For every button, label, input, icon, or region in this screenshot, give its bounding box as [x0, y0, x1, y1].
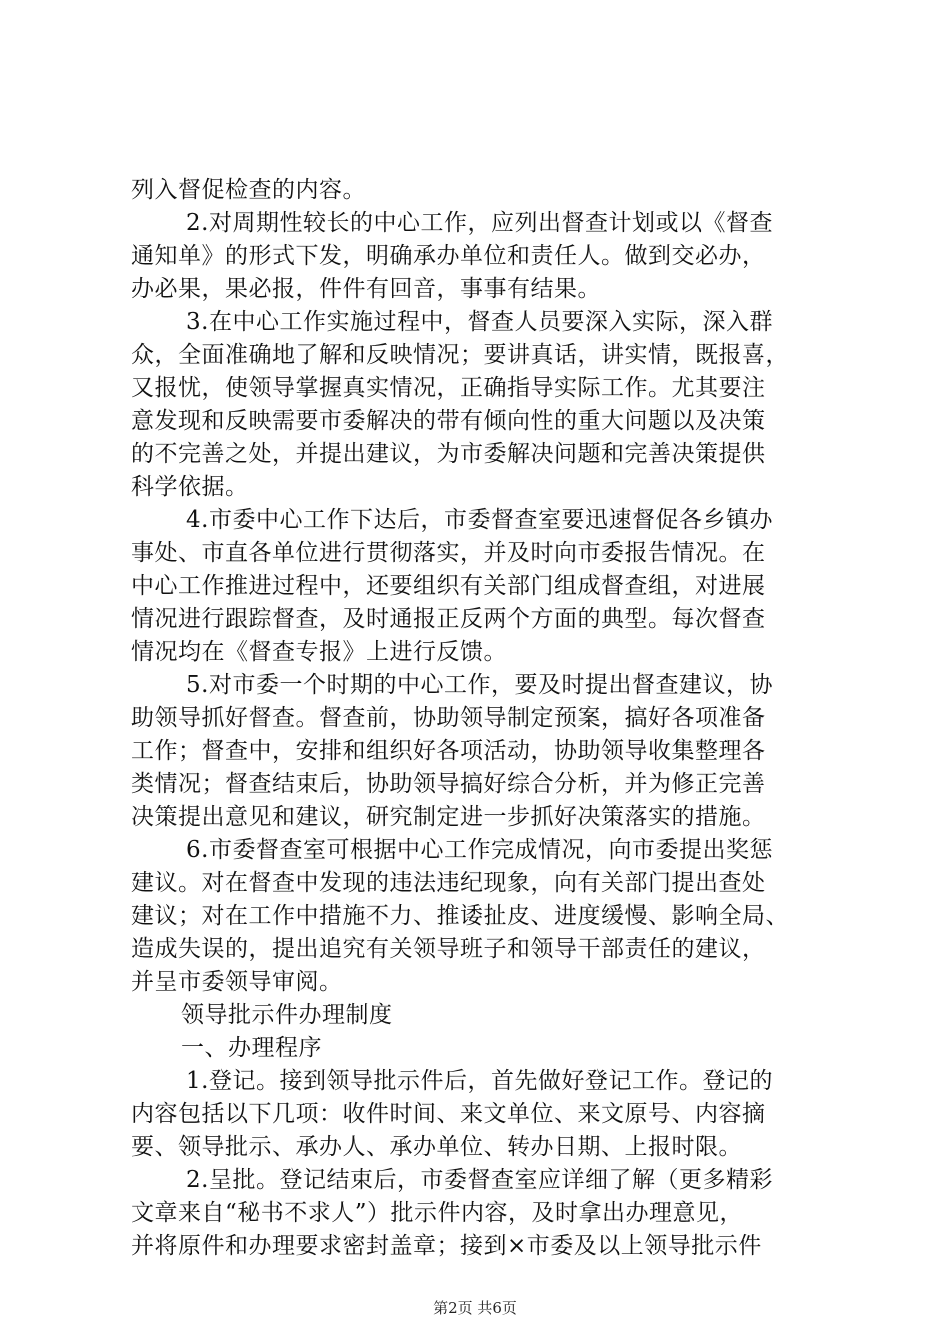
text-line: 建议。对在督查中发现的违法违纪现象，向有关部门提出查处 [131, 870, 766, 896]
text-line: 情况进行跟踪督查，及时通报正反两个方面的典型。每次督查 [131, 606, 766, 632]
text-line: 6.市委督查室可根据中心工作完成情况，向市委提出奖惩 [186, 837, 773, 863]
text-line: 工作；督查中，安排和组织好各项活动，协助领导收集整理各 [131, 738, 766, 764]
text-line: 并将原件和办理要求密封盖章；接到×市委及以上领导批示件 [131, 1233, 762, 1259]
text-line: 列入督促检查的内容。 [131, 177, 366, 203]
text-line: 意发现和反映需要市委解决的带有倾向性的重大问题以及决策 [131, 408, 766, 434]
text-line: 要、领导批示、承办人、承办单位、转办日期、上报时限。 [131, 1134, 742, 1160]
text-line: 2.对周期性较长的中心工作，应列出督查计划或以《督查 [186, 210, 773, 236]
text-line: 2.呈批。登记结束后，市委督查室应详细了解（更多精彩 [186, 1167, 773, 1193]
text-line: 1.登记。接到领导批示件后，首先做好登记工作。登记的 [186, 1068, 773, 1094]
text-line: 文章来自“秘书不求人”）批示件内容，及时拿出办理意见， [131, 1200, 744, 1226]
text-line: 助领导抓好督查。督查前，协助领导制定预案，搞好各项准备 [131, 705, 766, 731]
text-line: 众，全面准确地了解和反映情况；要讲真话，讲实情，既报喜， [131, 342, 789, 368]
text-line: 又报忧，使领导掌握真实情况，正确指导实际工作。尤其要注 [131, 375, 766, 401]
text-line: 决策提出意见和建议，研究制定进一步抓好决策落实的措施。 [131, 804, 766, 830]
section-heading: 领导批示件办理制度 [181, 1002, 393, 1028]
text-line: 科学依据。 [131, 474, 249, 500]
text-line: 内容包括以下几项：收件时间、来文单位、来文原号、内容摘 [131, 1101, 766, 1127]
text-line: 5.对市委一个时期的中心工作，要及时提出督查建议，协 [186, 672, 773, 698]
text-line: 3.在中心工作实施过程中，督查人员要深入实际，深入群 [186, 309, 773, 335]
text-line: 造成失误的，提出追究有关领导班子和领导干部责任的建议， [131, 936, 766, 962]
text-line: 通知单》的形式下发，明确承办单位和责任人。做到交必办， [131, 243, 766, 269]
text-line: 情况均在《督查专报》上进行反馈。 [131, 639, 507, 665]
text-line: 类情况；督查结束后，协助领导搞好综合分析，并为修正完善 [131, 771, 766, 797]
text-line: 中心工作推进过程中，还要组织有关部门组成督查组，对进展 [131, 573, 766, 599]
text-line: 建议；对在工作中措施不力、推诿扯皮、进度缓慢、影响全局、 [131, 903, 789, 929]
text-line: 事处、市直各单位进行贯彻落实，并及时向市委报告情况。在 [131, 540, 766, 566]
page-footer: 第2页 共6页 [433, 1299, 517, 1317]
text-line: 的不完善之处，并提出建议，为市委解决问题和完善决策提供 [131, 441, 766, 467]
text-line: 办必果，果必报，件件有回音，事事有结果。 [131, 276, 601, 302]
text-line: 并呈市委领导审阅。 [131, 969, 343, 995]
text-line: 4.市委中心工作下达后，市委督查室要迅速督促各乡镇办 [186, 507, 773, 533]
subsection-heading: 一、办理程序 [181, 1035, 322, 1061]
